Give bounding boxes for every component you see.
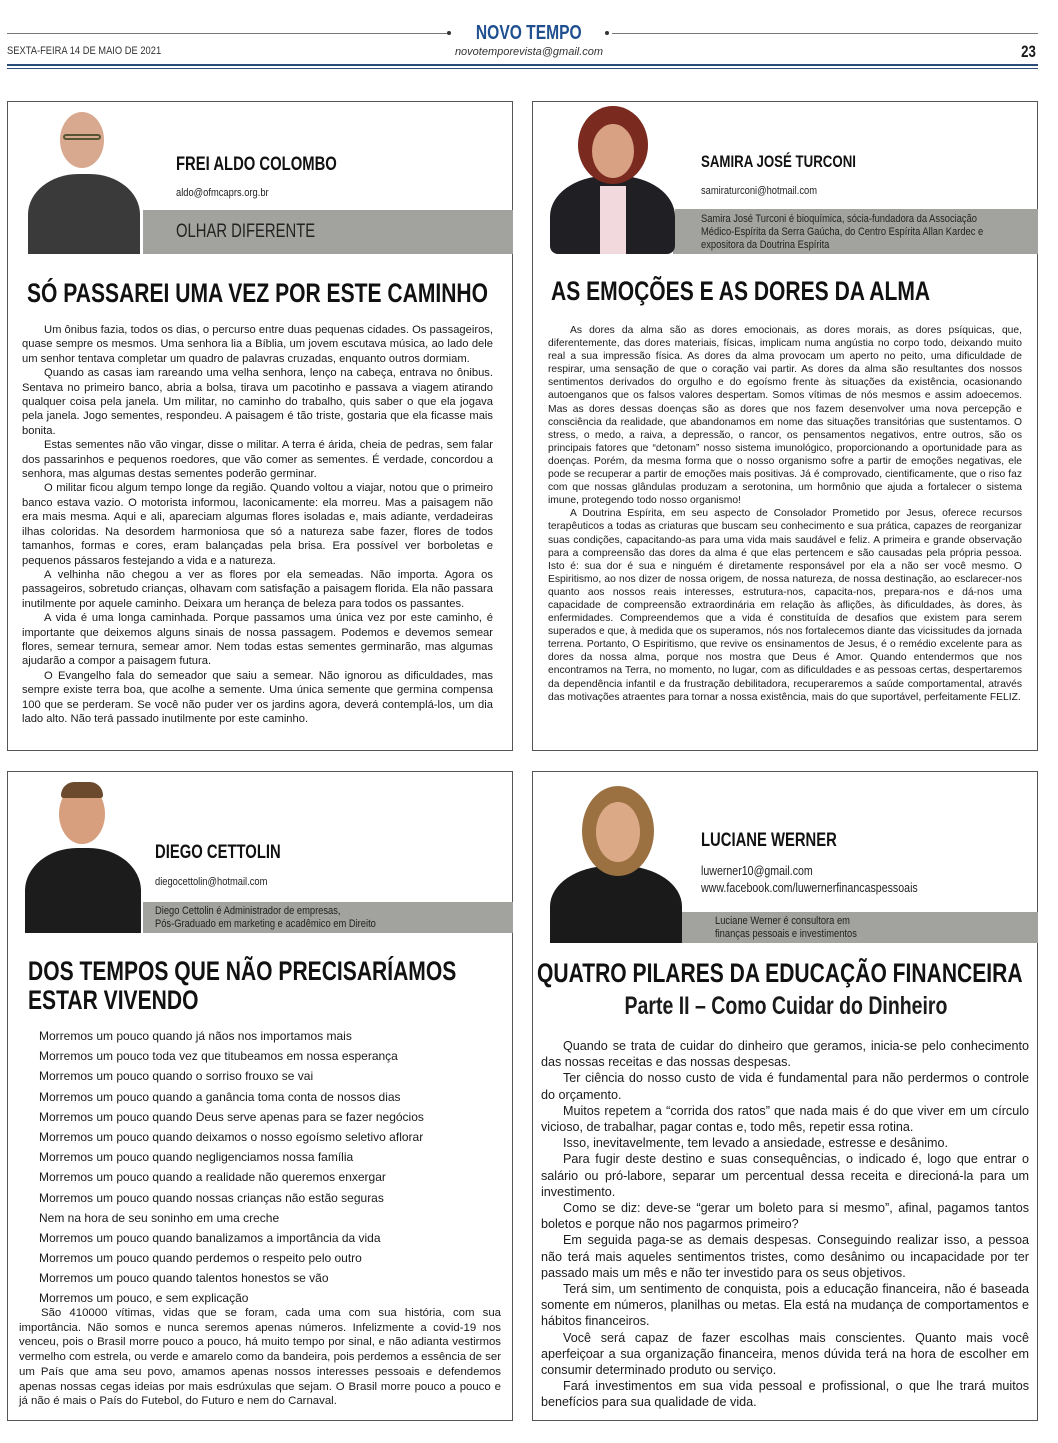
column-name: OLHAR DIFERENTE (176, 221, 316, 242)
paragraph: São 410000 vítimas, vidas que se foram, cada uma com sua história, com sua importância. Não somos e nunca seremos apenas números. Infelizmente a covid-19 nos venceu, pois o Brasil morre pouco a pouco, há muito tempo por sinal, e não adianta vestirmos vermelho com estrela, ou verde e amarelo como da bandeira, pois perdemos a essência de ser um País que ama seu povo, amamos apenas nossos interesses pessoais e defendemos apenas nossas cegas ideias por mais esdrúxulas que sejam. O Brasil morre pouco a pouco e já não é mais o País do Futebol, do Futuro e nem do Carnaval. (19, 1307, 501, 1408)
paragraph: Você será capaz de fazer escolhas mais conscientes. Quanto mais você aperfeiçoar a sua organização financeira, menos dúvida terá na hora de escolher em consumir determinado produto ou serviço. (541, 1330, 1029, 1378)
list-item: Morremos um pouco, e sem explicação (39, 1291, 249, 1306)
headline: AS EMOÇÕES E AS DORES DA ALMA (551, 276, 931, 306)
paragraph: Estas sementes não vão vingar, disse o militar. A terra é árida, cheia de pedras, sem falar dos passarinhos e pequenos roedores, que vão comer as sementes. É verdade, concordou a senhora, mas algumas destas sementes poderão germinar. (22, 439, 493, 481)
paragraph: Ter ciência do nosso custo de vida é fundamental para não perdermos o controle do orçamento. (541, 1071, 1029, 1102)
article-diego (7, 771, 513, 1421)
author-email[interactable]: diegocettolin@hotmail.com (155, 876, 268, 888)
paragraph: Isso, inevitavelmente, tem levado a ansiedade, estresse e desânimo. (563, 1136, 949, 1151)
list-item: Morremos um pouco quando o sorriso frouxo se vai (39, 1069, 314, 1084)
author-email[interactable]: luwerner10@gmail.com (701, 864, 813, 878)
author-facebook-link[interactable]: www.facebook.com/luwernerfinancaspessoais (701, 881, 918, 895)
author-bio: Luciane Werner é consultora em finanças pessoais e investimentos (715, 915, 857, 940)
article-body (19, 1306, 501, 1409)
article-body (541, 1038, 1029, 1411)
paragraph: A vida é uma longa caminhada. Porque passamos uma única vez por este caminho, é importante que deixemos alguns sinais de nossa passagem. Podemos e devemos semear flores, semear ternura, semear amor. Nem todas estas sementes germinarão, mas algumas ajudarão a compor a paisagem futura. (22, 612, 493, 668)
author-photo (23, 104, 143, 254)
paragraph: Um ônibus fazia, todos os dias, o percurso entre duas pequenas cidades. Os passageiros, quase sempre os mesmos. Uma senhora lia a Bíblia, um jovem escutava música, ao lado dele um senhor tentava completar um quadro de palavras cruzadas, enquanto outros dormiam. (22, 324, 493, 365)
author-email[interactable]: aldo@ofmcaprs.org.br (176, 187, 269, 199)
paragraph: Fará investimentos em sua vida pessoal e profissional, o que lhe trará muitos benefícios para sua qualidade de vida. (541, 1379, 1029, 1410)
author-bio: Samira José Turconi é bioquímica, sócia-fundadora da Associação Médico-Espírita da Serra Gaúcha, do Centro Espírita Allan Kardec e expositora da Doutrina Espírita (701, 213, 984, 251)
list-item: Morremos um pouco quando talentos honestos se vão (39, 1271, 329, 1286)
poem-list (39, 1029, 424, 1305)
list-item: Morremos um pouco quando já nãos nos importamos mais (39, 1029, 352, 1043)
author-photo (550, 106, 675, 254)
headline: ESTAR VIVENDO (28, 985, 199, 1015)
paragraph: Como se diz: deve-se “gerar um boleto para si mesmo”, afinal, pagamos tantos boletos e porque não nos pagarmos primeiro? (541, 1201, 1029, 1232)
header-double-rule (7, 64, 1038, 66)
article-body (22, 323, 493, 726)
paragraph: Terá sim, um sentimento de conquista, pois a educação financeira, não é baseada somente em números, planilhas ou metas. Ela está na mudança de comportamentos e hábitos financeiros. (541, 1282, 1029, 1329)
headline: QUATRO PILARES DA EDUCAÇÃO FINANCEIRA (537, 958, 1023, 988)
list-item: Morremos um pouco toda vez que titubeamos em nossa esperança (39, 1049, 398, 1064)
author-bio: Diego Cettolin é Administrador de empresas, Pós-Graduado em marketing e acadêmico em Direito (155, 905, 376, 930)
author-photo (23, 780, 143, 933)
list-item: Morremos um pouco quando perdemos o respeito pelo outro (39, 1251, 362, 1266)
page-number: 23 (1021, 42, 1036, 61)
paragraph: A velhinha não chegou a ver as flores por ela semeadas. Não importa. Agora os passageiros, sobretudo crianças, olhavam com satisfação a paisagem florida. Ela não passara inutilmente por aquele caminho. Deixara um herança de beleza para todos os passantes. (22, 568, 493, 610)
headline: DOS TEMPOS QUE NÃO PRECISARÍAMOS (28, 956, 457, 986)
publication-title: NOVO TEMPO (476, 22, 582, 44)
paragraph: Em seguida paga-se as demais despesas. Conseguindo realizar isso, a pessoa não terá mais aqueles sentimentos tristes, como desânimo ou incapacidade por ter passado mais um mês e não ter investido para os seus objetivos. (541, 1233, 1029, 1280)
paragraph: As dores da alma são as dores emocionais, as dores morais, as dores psíquicas, que, diferentemente, das dores materiais, físicas, implicam numa angústia no corpo todo, deixando muito real a sua impressão física. As dores da alma provocam um aperto no peito, uma dificuldade de respirar, uma sensação de que o coração vai partir. As dores da alma são resultantes dos nossos sentimentos derivados do orgulho e do egoísmo frente às situações da existência, ocasionando autoenganos que os falsos valores despertam. Somos vítimas de nós mesmos e assim adoecemos. Mas as dores dessas doenças são as dores que nos fazem desenvolver uma nova percepção e consciência da realidade, que abandonamos em nome das situações transitórias que sustentamos. O stress, o medo, a raiva, a depressão, o rancor, os pensamentos negativos, entre outros, são os principais fatores que “detonam” nosso sistema imunológico, proporcionando a oportunidade para as doenças. Porém, da mesma forma que o nosso organismo sofre a partir de emoções negativas, ele pode se recuperar a partir de emoções mais positivas. Já é comprovado, cientificamente, que o riso faz com que nossas glândulas produzam a serotonina, um hormônio que ajuda a fortalecer o sistema imune, protegendo todo nosso organismo! (548, 325, 1022, 507)
author-photo (550, 784, 682, 943)
article-body (548, 324, 1022, 704)
publication-email: novotemporevista@gmail.com (454, 46, 604, 58)
issue-date: SEXTA-FEIRA 14 DE MAIO DE 2021 (7, 45, 162, 57)
paragraph: A Doutrina Espírita, em seu aspecto de Consolador Prometido por Jesus, oferece recursos terapêuticos a todas as criaturas que buscam seu conhecimento e sua prática, capazes de reorganizar suas condições, capacitando-as para uma vida mais saudável e feliz. A primeira e grande observação para a compreensão das dores da alma é que elas pertencem e são causadas pela própria pessoa. Isto é: sua dor é sua e ninguém é diretamente responsável por ela a não ser você mesmo. O Espiritismo, ao nos dizer de nossa origem, de nossa natureza, de nossa destinação, ao esclarecer-nos quanto aos nossos reais interesses, estrutura-nos, capacita-nos, prepara-nos e dá-nos uma capacidade de compreensão extraordinária em relação às aflições, às dificuldades, às dores, às enfermidades. Compreendemos que a vida é constituída de desafios que existem para serem superados e que, à medida que os superamos, nós nos fortalecemos diante das vicissitudes da jornada terrena. Portanto, O Espiritismo, que revive os ensinamentos de Jesus, é o remédio excelente para as dores da nossa alma, porque nos mostra que Deus é Amor. Quando entendermos que nos encontramos na Terra, no momento, no lugar, com as dificuldades e as pessoas certas, despertaremos da dependência infantil e da frustração debilitadora, recuperaremos a saúde comportamental, através das motivações atraentes para tornar a nossa existência, mais do que suportável, perfeitamente FELIZ. (548, 508, 1022, 703)
paragraph: O Evangelho fala do semeador que saiu a semear. Não ignorou as dificuldades, mas sempre existe terra boa, que acolhe a semente. Uma única semente que germina compensa 100 que se perderam. Se você não puder ver os jardins agora, deverá contemplá-los, um dia lado alto. Não terá passado inutilmente por este caminho. (22, 669, 493, 725)
list-item: Nem na hora de seu soninho em uma creche (39, 1210, 280, 1225)
list-item: Morremos um pouco quando nossas crianças não estão seguras (39, 1190, 384, 1205)
author-name: DIEGO CETTOLIN (155, 842, 281, 863)
paragraph: Quando se trata de cuidar do dinheiro que geramos, inicia-se pelo conhecimento das nossas receitas e das nossas despesas. (541, 1039, 1029, 1070)
list-item: Morremos um pouco quando negligenciamos nossa família (39, 1150, 354, 1165)
paragraph: O militar ficou algum tempo longe da região. Quando voltou a viajar, notou que o primeiro banco estava vazio. O motorista informou, laconicamente: ela morreu. Mas a paisagem não era mais mesma. Aqui e ali, apareciam algumas flores isoladas e, mais adiante, verdadeiras ilhas coloridas. Na desordem harmoniosa que só a natureza sabe fazer, flores de todos tamanhos, formas e cores, eram balançadas pela brisa. Era possível ver borboletas e pequenos pássaros festejando a vida e a natureza. (22, 482, 493, 567)
headline: SÓ PASSAREI UMA VEZ POR ESTE CAMINHO (27, 278, 489, 308)
subheadline: Parte II – Como Cuidar do Dinheiro (624, 992, 948, 1020)
list-item: Morremos um pouco quando a ganância toma conta de nossos dias (39, 1089, 401, 1104)
article-frei-aldo (7, 101, 513, 751)
author-email[interactable]: samiraturconi@hotmail.com (701, 185, 818, 197)
article-luciane (532, 771, 1038, 1421)
paragraph: Para fugir deste destino e suas consequências, o indicado é, logo que entrar o salário ou pró-labore, separar um percentual dessa receita e direcioná-la para um investimento. (541, 1152, 1029, 1199)
author-name: SAMIRA JOSÉ TURCONI (701, 152, 856, 171)
list-item: Morremos um pouco quando a realidade não queremos enxergar (39, 1170, 386, 1185)
paragraph: Muitos repetem a “corrida dos ratos” que nada mais é do que viver em um círculo vicioso, de trabalhar, pagar contas e, todo mês, repetir essa rotina. (541, 1103, 1029, 1135)
list-item: Morremos um pouco quando Deus serve apenas para se fazer negócios (39, 1109, 424, 1124)
article-samira (532, 101, 1038, 751)
author-name: FREI ALDO COLOMBO (176, 154, 337, 175)
header-double-rule (7, 68, 1038, 69)
paragraph: Quando as casas iam rareando uma velha senhora, lenço na cabeça, entrava no ônibus. Sentava no primeiro banco, abria a bolsa, tirava um pacotinho e passava a viagem atirando qualquer coisa pela janela. Um militar, no caminho do trabalho, quis saber o que ela jogava pela janela. Jogo sementes, respondeu. A paisagem é tão triste, gostaria que ela ficasse mais bonita. (22, 367, 493, 437)
list-item: Morremos um pouco quando banalizamos a importância da vida (39, 1230, 381, 1245)
list-item: Morremos um pouco quando deixamos o nosso egoísmo seletivo aflorar (39, 1129, 424, 1144)
author-name: LUCIANE WERNER (701, 830, 837, 851)
